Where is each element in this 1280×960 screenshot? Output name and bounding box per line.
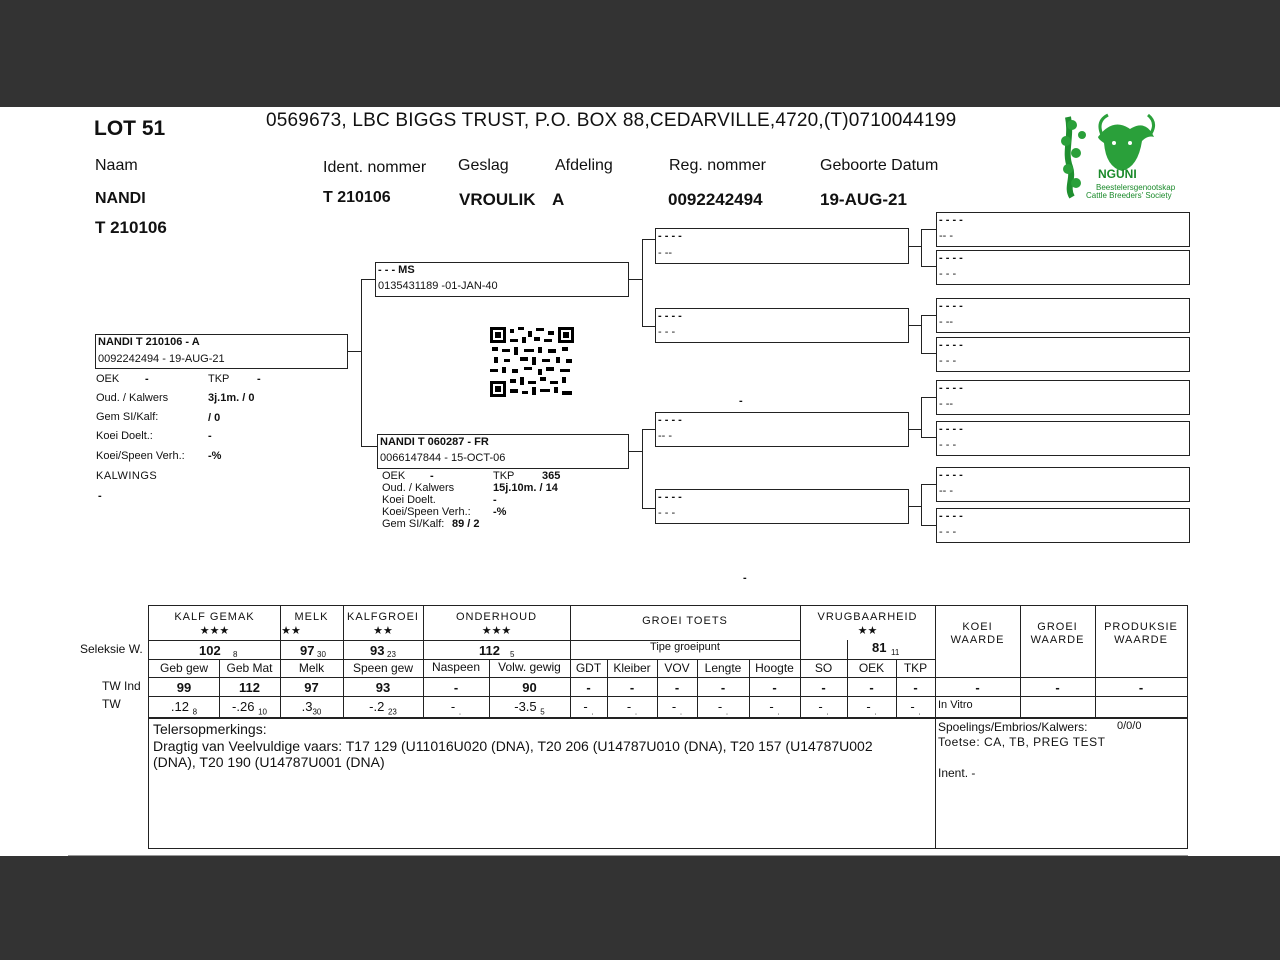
remarks-label: Telersopmerkings: bbox=[153, 721, 267, 737]
sel-kalfgroei: 93 bbox=[370, 643, 385, 658]
gp2-line1: - - - - bbox=[658, 310, 682, 322]
hdr-kalfgroei: KALFGROEI bbox=[347, 611, 419, 623]
dam-line1: NANDI T 060287 - FR bbox=[380, 436, 489, 448]
sub-geb-gew: Geb gew bbox=[159, 661, 209, 675]
twind-koei-waarde: - bbox=[975, 680, 980, 695]
tw-kleiber: - $_.$ bbox=[626, 699, 638, 717]
sel-onderhoud-sub: 5 bbox=[510, 650, 515, 659]
ggp8-line2: - - - bbox=[939, 526, 957, 538]
gp3-line2: -- - bbox=[658, 430, 673, 442]
sub-hoogte: Hoogte bbox=[755, 661, 794, 675]
gp1-line2: - -- bbox=[658, 247, 673, 259]
animal-box-line1: NANDI T 210106 - A bbox=[98, 336, 200, 348]
sub-gdt: GDT bbox=[575, 661, 602, 675]
twind-melk: 97 bbox=[304, 680, 319, 695]
dam-gemsi-value: 89 / 2 bbox=[452, 518, 480, 530]
sel-onderhoud: 112 bbox=[479, 643, 500, 658]
value-naam: NANDI bbox=[95, 190, 146, 207]
animal-kalwings-value: - bbox=[98, 490, 102, 502]
pedigree-ggp-2 bbox=[936, 250, 1190, 285]
lot-sheet bbox=[0, 107, 1280, 856]
pedigree-grandparent-3 bbox=[655, 412, 909, 447]
qr-code bbox=[490, 327, 574, 397]
animal-kalwings-label: KALWINGS bbox=[96, 470, 158, 482]
tw-melk: $.3_{30}$ bbox=[301, 699, 322, 717]
sel-vrugbaarheid: 81 bbox=[872, 640, 887, 655]
ggp3-line2: - -- bbox=[939, 316, 954, 328]
twind-produksie-waarde: - bbox=[1138, 680, 1144, 695]
tw-naspeen: - $_.$ bbox=[450, 699, 462, 717]
hdr-tipe-groeipunt: Tipe groeipunt bbox=[650, 641, 720, 653]
twind-so: - bbox=[821, 680, 826, 695]
hdr-produksie-waarde-1: PRODUKSIE bbox=[1104, 621, 1178, 633]
hdr-groei-waarde-2: WAARDE bbox=[1030, 634, 1085, 646]
label-reg: Reg. nommer bbox=[669, 157, 766, 174]
gp4-line1: - - - - bbox=[658, 491, 682, 503]
tw-gdt: - $_.$ bbox=[583, 699, 594, 717]
twind-tkp: - bbox=[913, 680, 918, 695]
ggp6-line1: - - - - bbox=[939, 423, 963, 435]
stars-kalf-gemak: ★★★ bbox=[199, 625, 230, 637]
in-vitro-label: In Vitro bbox=[938, 699, 973, 711]
pedigree-grandparent-4 bbox=[655, 489, 909, 524]
gp3-line1: - - - - bbox=[658, 414, 682, 426]
twind-hoogte: - bbox=[772, 680, 777, 695]
pedigree-ggp-7 bbox=[936, 467, 1190, 502]
stars-kalfgroei: ★★ bbox=[373, 625, 393, 637]
ggp7-line1: - - - - bbox=[939, 469, 963, 481]
ggp7-line2: -- - bbox=[939, 485, 954, 497]
sel-kalf-gemak-sub: 8 bbox=[233, 650, 238, 659]
pedigree-dam bbox=[377, 434, 629, 469]
dash-lower: - bbox=[743, 572, 747, 584]
animal-koeidoelt-label: Koei Doelt.: bbox=[96, 430, 153, 442]
row-label-twind: TW Ind bbox=[102, 679, 141, 693]
ggp8-line1: - - - - bbox=[939, 510, 963, 522]
twind-vov: - bbox=[674, 680, 680, 695]
animal-koeispeen-label: Koei/Speen Verh.: bbox=[96, 450, 185, 462]
tw-geb-gew: .12 $_8$ bbox=[170, 699, 198, 717]
ggp2-line2: - - - bbox=[939, 268, 957, 280]
tw-geb-mat: -.26 $_{10}$ bbox=[232, 699, 267, 717]
twind-kleiber: - bbox=[629, 680, 635, 695]
toetse: Toetse: CA, TB, PREG TEST bbox=[938, 735, 1106, 749]
label-naam: Naam bbox=[95, 157, 138, 174]
logo-line1: Beestelersgenootskap bbox=[1096, 183, 1176, 192]
ggp4-line1: - - - - bbox=[939, 339, 963, 351]
nguni-logo bbox=[1058, 107, 1178, 199]
gp2-line2: - - - bbox=[658, 326, 676, 338]
stars-vrugbaarheid: ★★ bbox=[857, 625, 878, 637]
animal-koeispeen-value: -% bbox=[208, 450, 222, 462]
animal-box-line2: 0092242494 - 19-AUG-21 bbox=[98, 353, 225, 365]
animal-oek-value: - bbox=[145, 373, 149, 385]
ggp5-line2: - -- bbox=[939, 398, 954, 410]
tw-so: - $_.$ bbox=[818, 699, 829, 717]
tw-volw-gewig: -3.5 $_5$ bbox=[514, 699, 545, 717]
animal-tkp-value: - bbox=[257, 373, 261, 385]
pedigree-ggp-6 bbox=[936, 421, 1190, 456]
ggp1-line2: -- - bbox=[939, 230, 954, 242]
label-ident: Ident. nommer bbox=[323, 159, 427, 176]
pedigree-ggp-4 bbox=[936, 337, 1190, 372]
sub-lengte: Lengte bbox=[704, 661, 742, 675]
pedigree-sire bbox=[375, 262, 629, 297]
animal-oek-label: OEK bbox=[96, 373, 120, 385]
ggp3-line1: - - - - bbox=[939, 300, 963, 312]
pedigree-animal bbox=[95, 334, 348, 369]
sub-geb-mat: Geb Mat bbox=[226, 661, 273, 675]
sel-kalf-gemak: 102 bbox=[199, 643, 221, 658]
twind-groei-waarde: - bbox=[1055, 680, 1060, 695]
owner-line: 0569673, LBC BIGGS TRUST, P.O. BOX 88,CEDARVILLE,4720,(T)0710044199 bbox=[266, 110, 957, 131]
dam-gemsi-label: Gem SI/Kalf: bbox=[382, 518, 445, 530]
sub-naspeen: Naspeen bbox=[431, 660, 481, 674]
hdr-vrugbaarheid: VRUGBAARHEID bbox=[817, 611, 918, 623]
hdr-kalf-gemak: KALF GEMAK bbox=[174, 611, 255, 623]
gp4-line2: - - - bbox=[658, 507, 676, 519]
value-ident: T 210106 bbox=[323, 189, 391, 206]
sel-kalfgroei-sub: 23 bbox=[387, 650, 396, 659]
label-geboorte: Geboorte Datum bbox=[820, 157, 939, 174]
dam-oud-label: Oud. / Kalwers bbox=[382, 482, 455, 494]
twind-gdt: - bbox=[586, 680, 591, 695]
sel-vrugbaarheid-sub: 11 bbox=[891, 648, 900, 657]
stars-melk: ★★ bbox=[281, 625, 301, 637]
twind-geb-mat: 112 bbox=[239, 680, 260, 695]
tw-oek: - $_.$ bbox=[866, 699, 877, 717]
sub-tkp: TKP bbox=[903, 661, 928, 675]
hdr-produksie-waarde-2: WAARDE bbox=[1114, 634, 1168, 646]
hdr-groei-toets: GROEI TOETS bbox=[642, 615, 728, 627]
sub-oek: OEK bbox=[858, 661, 885, 675]
pedigree-grandparent-2 bbox=[655, 308, 909, 343]
value-afdeling: A bbox=[552, 190, 565, 209]
animal-oud-label: Oud. / Kalwers bbox=[96, 392, 169, 404]
sub-speen-gew: Speen gew bbox=[352, 661, 414, 675]
breeding-values-table bbox=[148, 605, 1188, 849]
stars-onderhoud: ★★★ bbox=[481, 625, 512, 637]
row-label-seleksie: Seleksie W. bbox=[80, 642, 143, 656]
qr-code-icon bbox=[490, 327, 574, 397]
pedigree-grandparent-1 bbox=[655, 228, 909, 264]
logo-line2: Cattle Breeders' Society bbox=[1086, 191, 1172, 200]
tw-speen-gew: -.2 $_{23}$ bbox=[369, 699, 397, 717]
dam-line2: 0066147844 - 15-OCT-06 bbox=[380, 452, 506, 464]
pedigree-ggp-5 bbox=[936, 380, 1190, 415]
tw-vov: - $_.$ bbox=[671, 699, 683, 717]
hdr-koei-waarde-2: WAARDE bbox=[950, 634, 1005, 646]
inent: Inent. - bbox=[938, 766, 976, 780]
pedigree-ggp-8 bbox=[936, 508, 1190, 543]
sub-so: SO bbox=[814, 661, 833, 675]
sire-line1: - - - MS bbox=[378, 264, 415, 276]
twind-naspeen: - bbox=[453, 680, 459, 695]
dash-mid: - bbox=[739, 395, 743, 407]
animal-oud-value: 3j.1m. / 0 bbox=[208, 392, 255, 404]
hdr-onderhoud: ONDERHOUD bbox=[455, 611, 538, 623]
sub-kleiber: Kleiber bbox=[613, 661, 651, 675]
twind-speen-gew: 93 bbox=[375, 680, 391, 695]
twind-geb-gew: 99 bbox=[176, 680, 192, 695]
remarks-text-2: (DNA), T20 190 (U14787U001 (DNA) bbox=[153, 754, 385, 770]
dam-tkp-label: TKP bbox=[493, 470, 515, 482]
twind-volw-gewig: 90 bbox=[522, 680, 537, 695]
sub-volw-gewig: Volw. gewig bbox=[498, 660, 561, 674]
label-afdeling: Afdeling bbox=[555, 157, 613, 174]
dam-tkp-value: 365 bbox=[542, 470, 561, 482]
sub-melk: Melk bbox=[298, 661, 325, 675]
ggp4-line2: - - - bbox=[939, 355, 957, 367]
animal-gemsi-value: / 0 bbox=[208, 412, 221, 424]
animal-tkp-label: TKP bbox=[208, 373, 230, 385]
twind-oek: - bbox=[869, 680, 874, 695]
ggp5-line1: - - - - bbox=[939, 382, 963, 394]
sel-melk: 97 bbox=[300, 643, 315, 658]
dam-koeidoelt-label: Koei Doelt. bbox=[382, 494, 436, 506]
dam-koeispeen-label: Koei/Speen Verh.: bbox=[382, 506, 471, 518]
animal-gemsi-label: Gem SI/Kalf: bbox=[96, 411, 159, 423]
pedigree-ggp-3 bbox=[936, 298, 1190, 333]
ggp1-line1: - - - - bbox=[939, 214, 963, 226]
value-geslag: VROULIK bbox=[459, 190, 536, 209]
dam-oek-label: OEK bbox=[382, 470, 406, 482]
sire-line2: 0135431189 -01-JAN-40 bbox=[378, 280, 498, 292]
ggp2-line1: - - - - bbox=[939, 252, 963, 264]
row-label-tw: TW bbox=[102, 697, 121, 711]
remarks-text: Dragtig van Veelvuldige vaars: T17 129 (U11016U020 (DNA), T20 206 (U14787U010 (DNA), T20 157 (U14787U002 bbox=[153, 738, 873, 754]
logo-name: NGUNI bbox=[1098, 167, 1137, 181]
spoelings-label: Spoelings/Embrios/Kalwers: bbox=[938, 720, 1088, 734]
ggp6-line2: - - - bbox=[939, 439, 957, 451]
tw-lengte: - $_.$ bbox=[717, 699, 729, 717]
sel-melk-sub: 30 bbox=[317, 650, 326, 659]
hdr-groei-waarde-1: GROEI bbox=[1037, 621, 1078, 633]
dam-oek-value: - bbox=[430, 470, 434, 482]
pedigree-ggp-1 bbox=[936, 212, 1190, 247]
tw-hoogte: - $_.$ bbox=[769, 699, 780, 717]
tw-tkp: - $_.$ bbox=[910, 699, 921, 717]
value-ident-2: T 210106 bbox=[95, 218, 167, 237]
spoelings-value: 0/0/0 bbox=[1117, 720, 1142, 732]
hdr-melk: MELK bbox=[294, 611, 329, 623]
gp1-line1: - - - - bbox=[658, 230, 682, 242]
lot-number: LOT 51 bbox=[94, 117, 166, 140]
label-geslag: Geslag bbox=[458, 157, 509, 174]
twind-lengte: - bbox=[720, 680, 726, 695]
hdr-koei-waarde-1: KOEI bbox=[962, 621, 993, 633]
dam-oud-value: 15j.10m. / 14 bbox=[493, 482, 558, 494]
dam-koeispeen-value: -% bbox=[493, 506, 507, 518]
sub-vov: VOV bbox=[664, 661, 690, 675]
dam-koeidoelt-value: - bbox=[493, 494, 497, 506]
value-geboorte: 19-AUG-21 bbox=[820, 190, 907, 209]
animal-koeidoelt-value: - bbox=[208, 430, 212, 442]
value-reg: 0092242494 bbox=[668, 190, 763, 209]
